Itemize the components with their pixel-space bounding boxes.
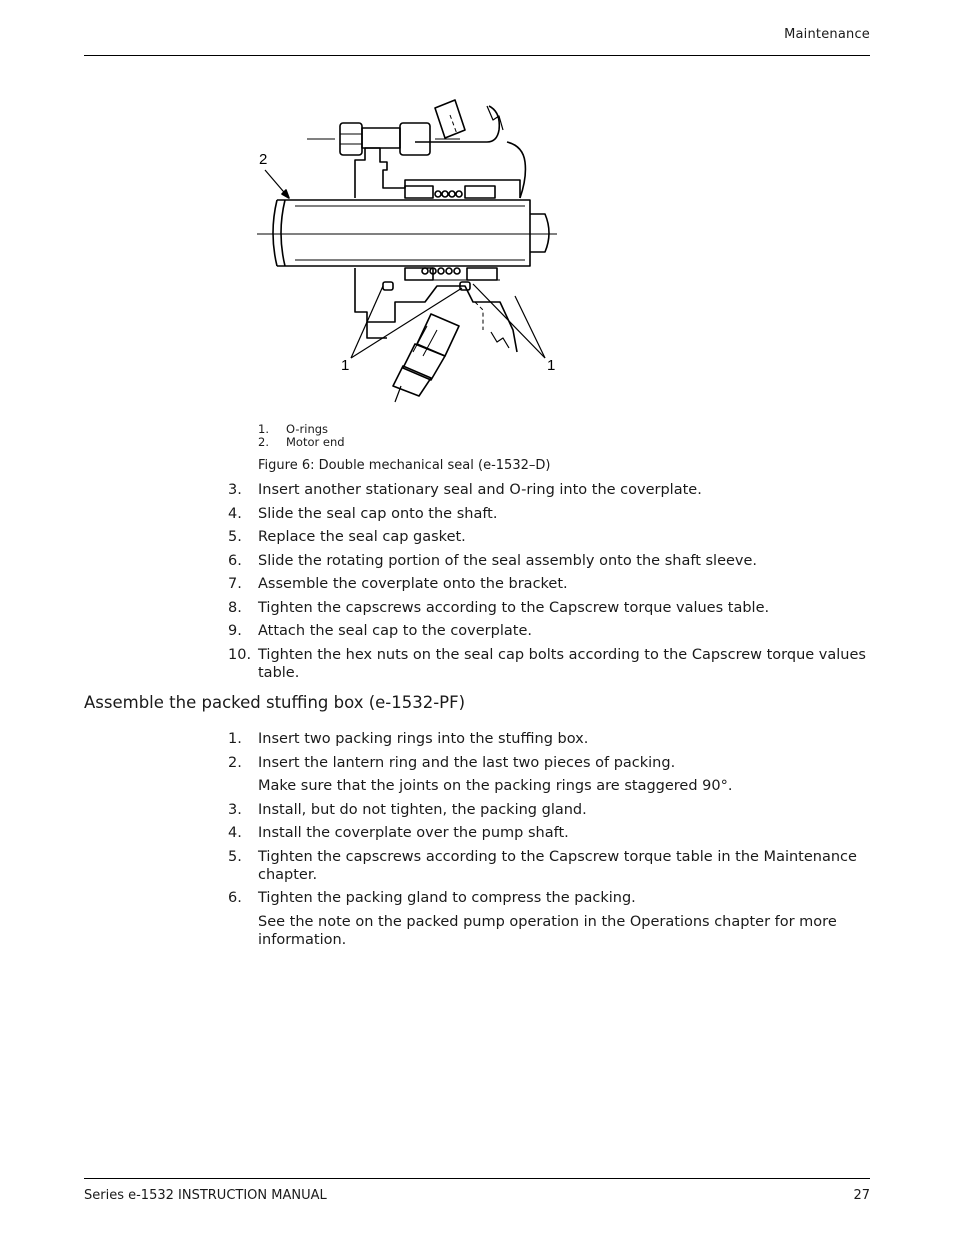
legend-item-number: 2. [258,435,269,449]
step-number: 7. [228,576,242,592]
legend-item-text: O-rings [286,422,329,436]
step-text: Assemble the coverplate onto the bracket. [258,576,568,592]
figure-caption: Figure 6: Double mechanical seal (e-1532–D) [258,458,551,473]
step-text: Tighten the hex nuts on the seal cap bolts according to the Capscrew torque values table. [258,646,866,681]
figure-label-o-ring-left: 1 [341,357,350,374]
list-item [228,528,868,546]
page-number: 27 [853,1188,870,1203]
step-number: 3. [228,482,242,498]
header-rule [84,55,870,56]
step-text: Install the coverplate over the pump shaft. [258,825,569,841]
list-item [228,505,868,523]
list-item [228,575,868,593]
figure-legend [258,423,345,449]
step-number: 4. [228,825,242,841]
step-text: Slide the seal cap onto the shaft. [258,505,498,522]
list-item [228,889,868,907]
legend-item-text: Motor end [286,435,345,449]
step-text: Install, but do not tighten, the packing gland. [258,801,587,818]
step-text: Slide the rotating portion of the seal assembly onto the shaft sleeve. [258,552,758,569]
running-header: Maintenance [784,27,870,42]
step-number: 10. [228,646,252,663]
step-number: 6. [228,890,242,906]
step-text: Insert the lantern ring and the last two pieces of packing. [258,754,676,771]
step-number: 1. [228,731,242,747]
step-note: See the note on the packed pump operation in the Operations chapter for more information. [258,913,837,948]
step-text: Attach the seal cap to the coverplate. [258,623,532,639]
step-number: 4. [228,505,242,522]
step-text: Tighten the capscrews according to the Capscrew torque values table. [258,599,770,616]
figure-label-motor-end: 2 [259,151,268,168]
step-number: 3. [228,801,242,818]
step-note: Make sure that the joints on the packing rings are staggered 90°. [258,778,733,794]
list-item [228,801,868,819]
procedure-list-seal [228,481,868,687]
list-item [228,848,868,884]
step-number: 5. [228,848,242,865]
step-text: Replace the seal cap gasket. [258,529,466,545]
step-text: Tighten the capscrews according to the Capscrew torque table in the Maintenance chapter. [258,848,857,883]
step-number: 8. [228,599,242,616]
step-number: 2. [228,754,242,771]
list-item [228,754,868,772]
step-text: Insert two packing rings into the stuffing box. [258,731,589,747]
seal-diagram [255,90,565,410]
list-item [228,599,868,617]
list-item [228,481,868,499]
list-item [228,646,868,682]
legend-item-number: 1. [258,422,269,436]
procedure-list-packing [228,730,868,954]
figure-label-o-ring-right: 1 [547,357,556,374]
footer-rule [84,1178,870,1179]
legend-item [258,436,345,449]
step-number: 5. [228,529,242,545]
list-item [228,730,868,748]
step-text: Tighten the packing gland to compress the packing. [258,890,636,906]
list-item [228,622,868,640]
footer-manual-title: Series e-1532 INSTRUCTION MANUAL [84,1188,327,1203]
list-item [228,552,868,570]
step-number: 9. [228,623,242,639]
list-item [228,824,868,842]
section-heading: Assemble the packed stuffing box (e-1532-PF) [84,693,466,712]
step-text: Insert another stationary seal and O-ring into the coverplate. [258,482,702,498]
step-number: 6. [228,552,242,569]
